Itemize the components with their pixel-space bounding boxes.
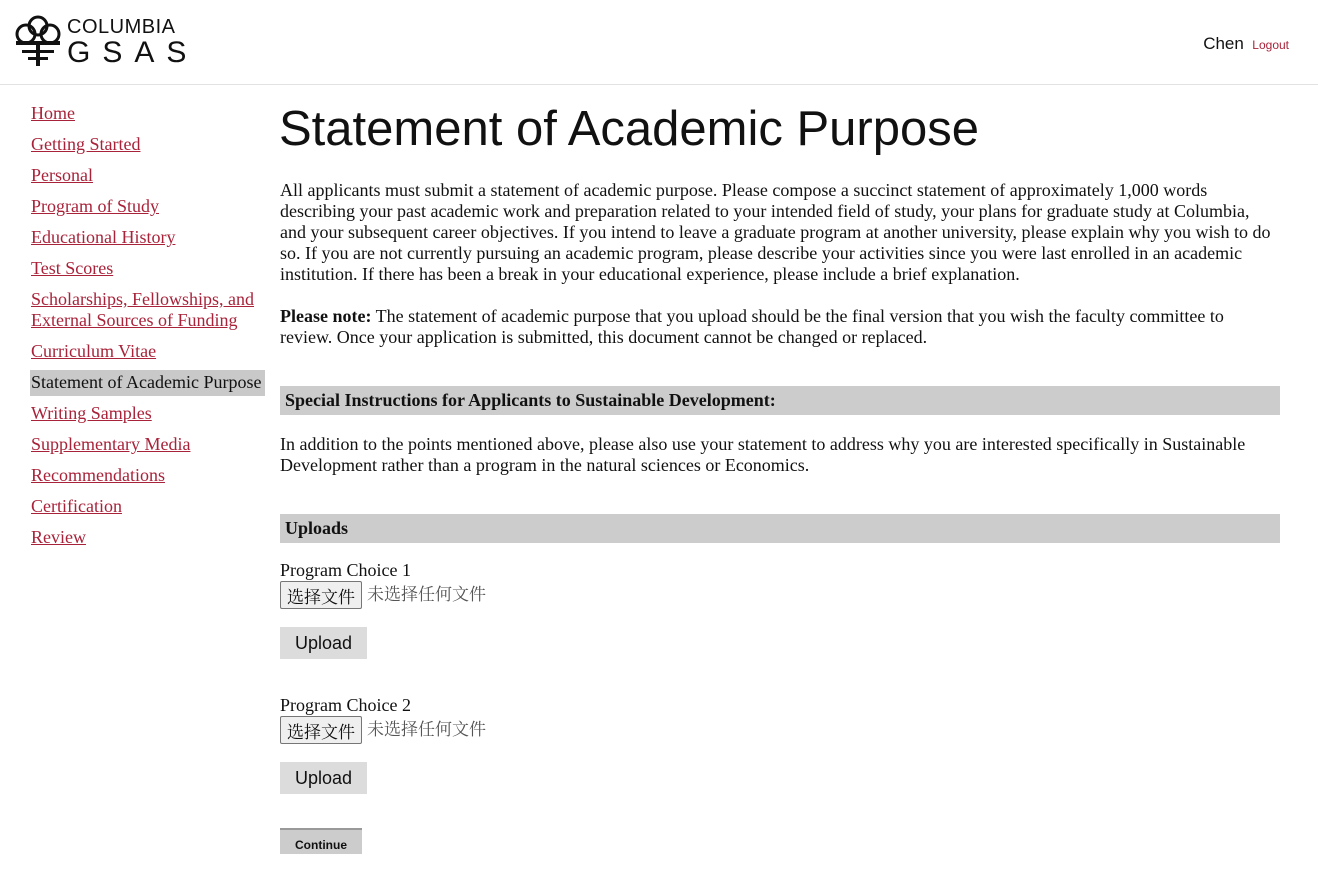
upload-button-1[interactable]: Upload <box>280 627 367 659</box>
file-status-1: 未选择任何文件 <box>367 584 486 605</box>
upload-button-2[interactable]: Upload <box>280 762 367 794</box>
sidebar-item-certification[interactable]: Certification <box>31 496 122 516</box>
page-header <box>0 0 1318 85</box>
sidebar-item-getting-started[interactable]: Getting Started <box>31 134 141 154</box>
sidebar-item-test-scores[interactable]: Test Scores <box>31 258 114 278</box>
special-instructions-text: In addition to the points mentioned above, please also use your statement to address why you are interested specifically in Sustainable Development rather than a program in the natural sciences or Economics. <box>280 434 1246 475</box>
logo-columbia-text: COLUMBIA <box>67 16 176 38</box>
continue-button[interactable]: Continue <box>280 828 362 854</box>
file-input-1 <box>280 581 1280 609</box>
sidebar-item-review[interactable]: Review <box>31 527 86 547</box>
main-content <box>280 100 1280 854</box>
file-status-2: 未选择任何文件 <box>367 719 486 740</box>
program-choice-2-label: Program Choice 2 <box>280 695 411 715</box>
intro-paragraph: All applicants must submit a statement of academic purpose. Please compose a succinct statement of approximately 1,000 words describing your past academic work and preparation related to your intended field of study, your plans for graduate study at Columbia, and your subsequent career objectives. If you intend to leave a graduate program at another university, please explain why you wish to do so. If you are not currently pursuing an academic program, please describe your activities since you were last enrolled in an academic institution. If there has been a break in your educational experience, please include a brief explanation. <box>280 180 1271 284</box>
note-paragraph <box>280 306 1280 348</box>
upload-group-1 <box>280 560 1280 659</box>
user-name: Chen <box>1203 34 1244 53</box>
user-area <box>1203 34 1289 54</box>
upload-group-2 <box>280 695 1280 794</box>
sidebar-item-curriculum-vitae[interactable]: Curriculum Vitae <box>31 341 157 361</box>
uploads-heading: Uploads <box>280 514 1280 543</box>
sidebar-item-program-of-study[interactable]: Program of Study <box>31 196 159 216</box>
crown-icon <box>14 14 62 68</box>
sidebar-item-writing-samples[interactable]: Writing Samples <box>31 403 152 423</box>
special-instructions-heading: Special Instructions for Applicants to Sustainable Development: <box>280 386 1280 415</box>
sidebar-nav <box>30 102 265 557</box>
logout-link[interactable]: Logout <box>1252 38 1289 52</box>
sidebar-item-scholarships[interactable]: Scholarships, Fellowships, and External Sources of Funding <box>31 289 254 330</box>
sidebar-item-personal[interactable]: Personal <box>31 165 93 185</box>
choose-file-button-2[interactable]: 选择文件 <box>280 716 362 744</box>
choose-file-button-1[interactable]: 选择文件 <box>280 581 362 609</box>
sidebar-item-statement-of-academic-purpose: Statement of Academic Purpose <box>30 370 265 396</box>
note-text: The statement of academic purpose that you upload should be the final version that you wish the faculty committee to review. Once your application is submitted, this document cannot be changed or replaced. <box>280 306 1224 347</box>
columbia-gsas-logo[interactable] <box>14 14 199 69</box>
file-input-2 <box>280 716 1280 744</box>
sidebar-item-recommendations[interactable]: Recommendations <box>31 465 165 485</box>
page-title: Statement of Academic Purpose <box>279 102 979 156</box>
program-choice-1-label: Program Choice 1 <box>280 560 411 580</box>
sidebar-item-home[interactable]: Home <box>31 103 75 123</box>
sidebar-item-supplementary-media[interactable]: Supplementary Media <box>31 434 191 454</box>
sidebar-item-educational-history[interactable]: Educational History <box>31 227 176 247</box>
note-label: Please note: <box>280 306 372 326</box>
logo-gsas-text: GSAS <box>67 36 199 69</box>
